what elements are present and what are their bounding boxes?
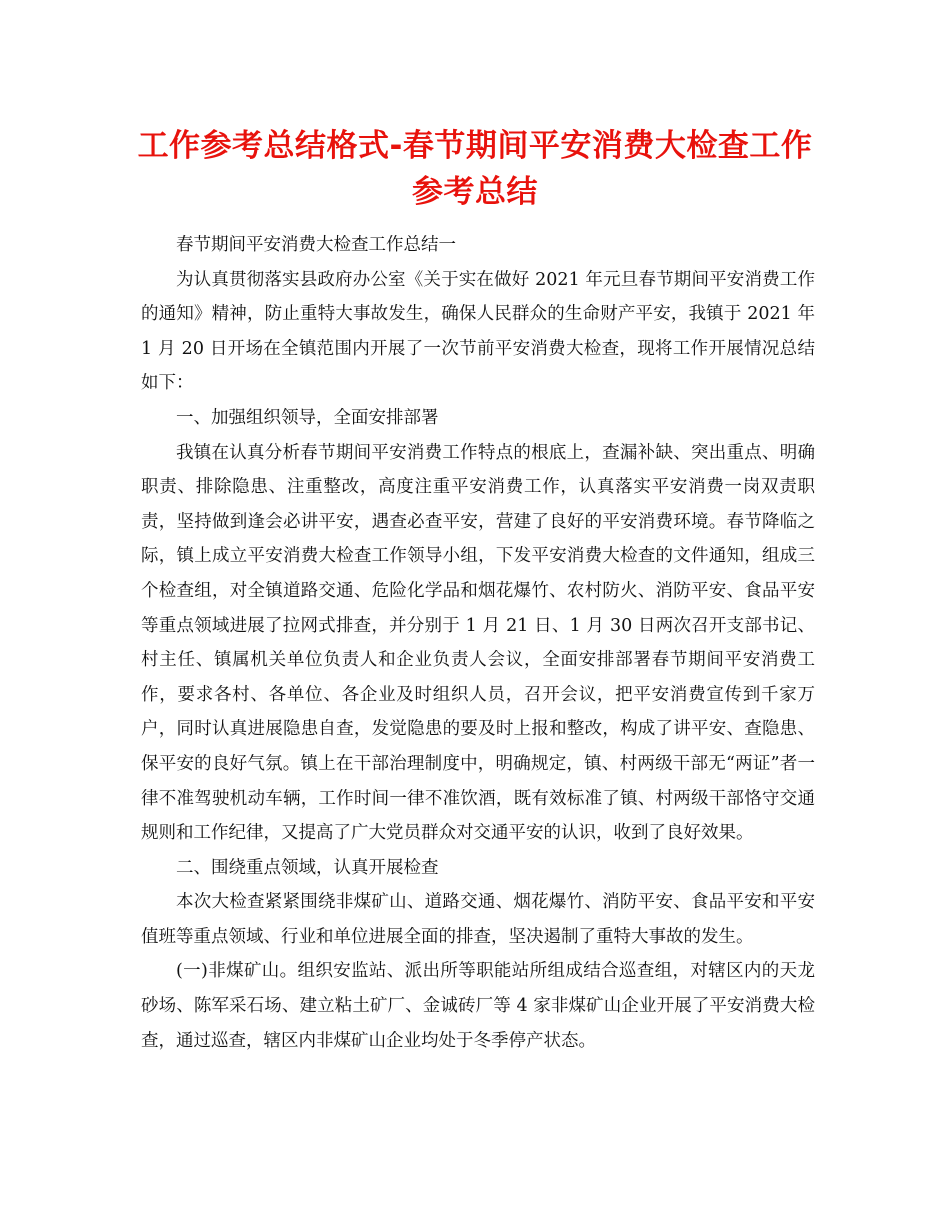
document-body	[141, 228, 815, 1058]
section-heading-1: 一、加强组织领导，全面安排部署	[176, 407, 439, 428]
intro-paragraph: 为认真贯彻落实县政府办公室《关于实在做好 2021 年元旦春节期间平安消费工作的通知》精神，防止重特大事故发生，确保人民群众的生命财产平安，我镇于 2021 年 1 月 20 日开场在全镇范围内开展了一次节前平安消费大检查，现将工作开展情况总结如下：	[141, 269, 815, 394]
document-title-line-1: 工作参考总结格式-春节期间平安消费大检查工作	[137, 128, 813, 164]
document-title-line-2: 参考总结	[412, 174, 538, 210]
section-subtitle: 春节期间平安消费大检查工作总结一	[176, 235, 456, 255]
section-2-paragraph: 本次大检查紧紧围绕非煤矿山、道路交通、烟花爆竹、消防平安、食品平安和平安值班等重点领域、行业和单位进展全面的排查，坚决遏制了重特大事故的发生。	[141, 892, 815, 947]
section-heading-2: 二、围绕重点领域，认真开展检查	[176, 857, 439, 878]
subsection-mining-paragraph: (一)非煤矿山。组织安监站、派出所等职能站所组成结合巡查组，对辖区内的天龙砂场、陈军采石场、建立粘土矿厂、金诚砖厂等 4 家非煤矿山企业开展了平安消费大检查，通过巡查，辖区内非煤矿山企业均处于冬季停产状态。	[141, 961, 815, 1051]
section-1-paragraph: 我镇在认真分析春节期间平安消费工作特点的根底上，查漏补缺、突出重点、明确职责、排除隐患、注重整改，高度注重平安消费工作，认真落实平安消费一岗双责职责，坚持做到逢会必讲平安，遇查必查平安，营建了良好的平安消费环境。春节降临之际，镇上成立平安消费大检查工作领导小组，下发平安消费大检查的文件通知，组成三个检查组，对全镇道路交通、危险化学品和烟花爆竹、农村防火、消防平安、食品平安等重点领域进展了拉网式排查，并分别于 1 月 21 日、1 月 30 日两次召开支部书记、村主任、镇属机关单位负责人和企业负责人会议，全面安排部署春节期间平安消费工作，要求各村、各单位、各企业及时组织人员，召开会议，把平安消费宣传到千家万户，同时认真进展隐患自查，发觉隐患的要及时上报和整改，构成了讲平安、查隐患、保平安的良好气氛。镇上在干部治理制度中，明确规定，镇、村两级干部无“两证”者一律不准驾驶机动车辆，工作时间一律不准饮酒，既有效标准了镇、村两级干部恪守交通规则和工作纪律，又提高了广大党员群众对交通平安的认识，收到了良好效果。	[141, 442, 815, 844]
